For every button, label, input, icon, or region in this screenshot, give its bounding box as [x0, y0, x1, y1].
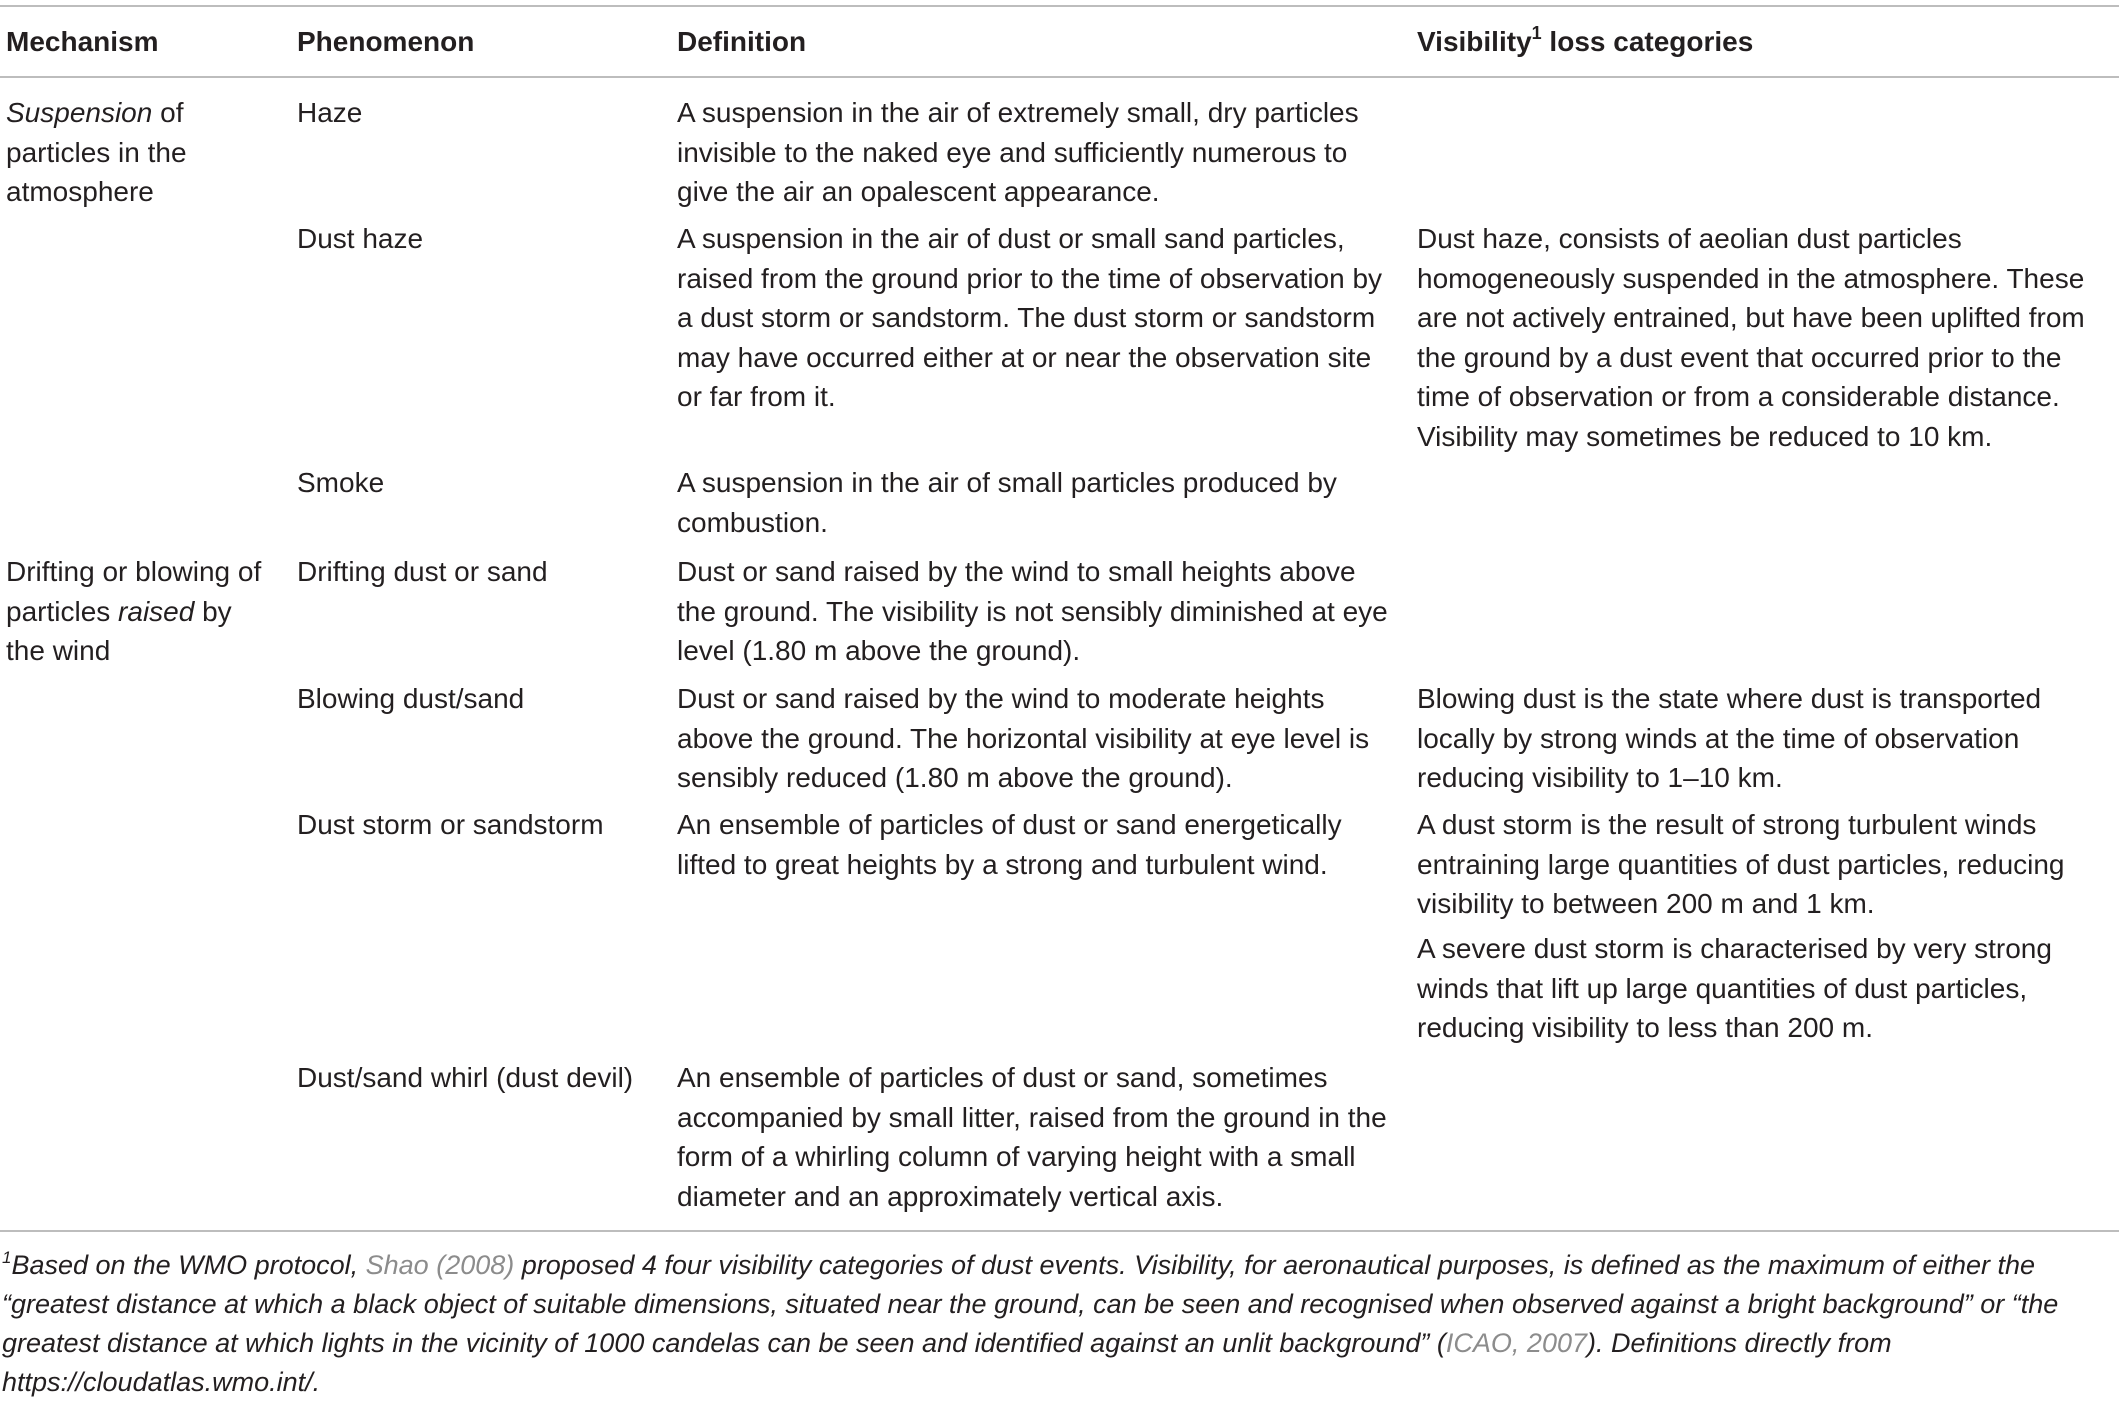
mechanism-drifting-text: Drifting or blowing of particles: [6, 556, 262, 627]
phenomenon-dust-haze: Dust haze: [297, 223, 424, 254]
footnote-text-1: Based on the WMO protocol,: [11, 1250, 366, 1280]
mechanism-drifting-emphasis: raised: [118, 595, 195, 627]
definition-dust-whirl: An ensemble of particles of dust or sand, sometimes accompanied by small litter, raised from the ground in the form of a whirling column of varying height with a small diameter and an approximately vertical axis.: [677, 1062, 1387, 1212]
visibility-dust-haze: Dust haze, consists of aeolian dust particles homogeneously suspended in the atmosphere. These are not actively entrained, but have been uplifted from the ground by a dust event that occurred prior to the time of observation or from a considerable distance. Visibility may sometimes be reduced to 10 km.: [1417, 223, 2085, 452]
mechanism-drifting-text-end: by the wind: [6, 595, 232, 666]
phenomenon-dust-storm: Dust storm or sandstorm: [297, 809, 604, 840]
header-bottom-rule: [0, 76, 2119, 78]
header-definition: Definition: [677, 26, 807, 57]
visibility-dust-storm: A dust storm is the result of strong turbulent winds entraining large quantities of dust particles, reducing visibility to between 200 m and 1 km.: [1417, 809, 2065, 919]
table-top-rule: [0, 5, 2119, 7]
visibility-severe-dust-storm: A severe dust storm is characterised by very strong winds that lift up large quantities of dust particles, reducing visibility to less than 200 m.: [1417, 933, 2052, 1043]
definition-dust-storm: An ensemble of particles of dust or sand energetically lifted to great heights by a strong and turbulent wind.: [677, 809, 1342, 880]
definition-smoke: A suspension in the air of small particles produced by combustion.: [677, 467, 1337, 538]
footnote-reference-icao[interactable]: ICAO, 2007: [1445, 1328, 1587, 1358]
footnote-reference-shao[interactable]: Shao (2008): [365, 1250, 515, 1280]
footnote-text-2: proposed 4 four visibility categories of dust events. Visibility, for aeronautical purposes, is defined as the maximum of either the “greatest distance at which a black object of suitable dimensions, situated near the ground, can be seen and recognised when observed against a bright background” or “the greatest distance at which lights in the vicinity of 1000 candelas can be seen and identified against an unlit background” (: [2, 1250, 2059, 1358]
footnote-marker: 1: [2, 1248, 12, 1267]
mechanism-suspension: [6, 93, 276, 212]
header-visibility: [1417, 24, 1753, 60]
header-visibility-rest: loss categories: [1541, 26, 1754, 57]
header-footnote-marker: 1: [1531, 23, 1542, 43]
definition-dust-haze: A suspension in the air of dust or small sand particles, raised from the ground prior to the time of observation by a dust storm or sandstorm. The dust storm or sandstorm may have occurred either at or near the observation site or far from it.: [677, 223, 1383, 412]
header-mechanism: Mechanism: [6, 26, 159, 57]
definition-haze: A suspension in the air of extremely small, dry particles invisible to the naked eye and sufficiently numerous to give the air an opalescent appearance.: [677, 97, 1359, 207]
mechanism-suspension-text: of particles in the atmosphere: [6, 97, 187, 207]
footnote-text-3: ). Definitions directly from https://cloudatlas.wmo.int/.: [2, 1328, 1892, 1397]
phenomenon-dust-whirl: Dust/sand whirl (dust devil): [297, 1062, 634, 1093]
header-visibility-word: Visibility: [1417, 26, 1532, 57]
definition-drifting-dust: Dust or sand raised by the wind to small heights above the ground. The visibility is not sensibly diminished at eye level (1.80 m above the ground).: [677, 556, 1388, 666]
table-bottom-rule: [0, 1230, 2119, 1232]
phenomenon-drifting-dust: Drifting dust or sand: [297, 556, 548, 587]
phenomenon-blowing-dust: Blowing dust/sand: [297, 683, 525, 714]
phenomenon-haze: Haze: [297, 97, 363, 128]
visibility-blowing-dust: Blowing dust is the state where dust is transported locally by strong winds at the time of observation reducing visibility to 1–10 km.: [1417, 683, 2042, 793]
header-phenomenon: Phenomenon: [297, 26, 475, 57]
phenomenon-smoke: Smoke: [297, 467, 385, 498]
mechanism-suspension-emphasis: Suspension: [6, 97, 153, 128]
definition-blowing-dust: Dust or sand raised by the wind to moderate heights above the ground. The horizontal visibility at eye level is sensibly reduced (1.80 m above the ground).: [677, 683, 1370, 793]
table-footnote: [2, 1246, 2114, 1402]
mechanism-drifting: [6, 552, 276, 671]
